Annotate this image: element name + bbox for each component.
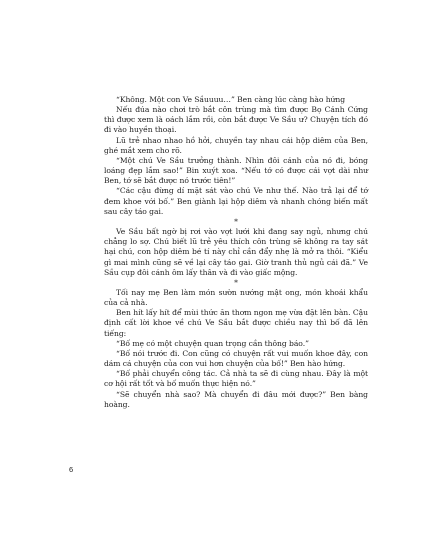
paragraph: “Một chú Ve Sầu trưởng thành. Nhìn đôi cánh của nó đi, bóng loáng đẹp lắm sao!” Bin xuýt xoa. “Nếu tớ có được cái vợt dài như Ben, tớ sẽ bắt được nó trước tiên!”: [104, 155, 368, 186]
paragraph: Ben hít lấy hít để mùi thức ăn thơm ngon mẹ vừa đặt lên bàn. Cậu định cất lời khoe về chú Ve Sầu bắt được chiều nay thì bố đã lên tiếng:: [104, 308, 368, 338]
paragraph: “Không. Một con Ve Sầuuuu…” Ben càng lúc càng hào hứng: [116, 95, 346, 104]
paragraph: “Bố mẹ có một chuyện quan trọng cần thông báo.”: [116, 338, 309, 348]
section-separator: *: [234, 277, 238, 287]
paragraph: “Bố phải chuyển công tác. Cả nhà ta sẽ đi cùng nhau. Đây là một cơ hội rất tốt và bố muốn thực hiện nó.”: [104, 369, 368, 389]
section-separator: *: [234, 216, 238, 226]
paragraph: Ve Sầu bất ngờ bị rơi vào vợt lưới khi đang say ngủ, nhưng chú chẳng lo sợ. Chú biết lũ trẻ yêu thích côn trùng sẽ không ra tay sát hại chú, con hộp diêm bé tí này chỉ cần đẩy nhẹ là mở ra thôi. “Kiểu gì mai mình cũng sẽ về lại cây táo gai. Giờ tranh thủ ngủ cái đã.” Ve Sầu cụp đôi cánh ôm lấy thân và đi vào giấc mộng.: [104, 227, 368, 277]
paragraph: “Sẽ chuyển nhà sao? Mà chuyển đi đâu mới được?” Ben bàng hoàng.: [104, 389, 368, 409]
paragraph: Nếu đúa nào chơi trò bắt côn trùng mà tìm được Bọ Cánh Cứng thì được xem là oách lắm rồi, còn bắt được Ve Sầu ư? Chuyện tích đó đi vào huyền thoại.: [104, 105, 368, 135]
body-text: [104, 95, 368, 410]
page-number: 6: [69, 465, 74, 474]
paragraph: Tối nay mẹ Ben làm món sườn nướng mật ong, món khoái khẩu của cả nhà.: [104, 287, 368, 308]
paragraph: “Các cậu đừng dí mặt sát vào chú Ve như thế. Nào trả lại để tớ đem khoe với bố.” Ben giành lại hộp diêm và nhanh chóng biến mất sau cây táo gai.: [104, 186, 368, 216]
paragraph: Lũ trẻ nhao nhao hồ hởi, chuyền tay nhau cái hộp diêm của Ben, ghé mắt xem cho rõ.: [104, 135, 368, 155]
paragraph: “Bố nói trước đi. Con cũng có chuyện rất vui muốn khoe đây, con dám cá chuyện của con vui hơn chuyện của bố!” Ben hào hứng.: [104, 348, 368, 369]
